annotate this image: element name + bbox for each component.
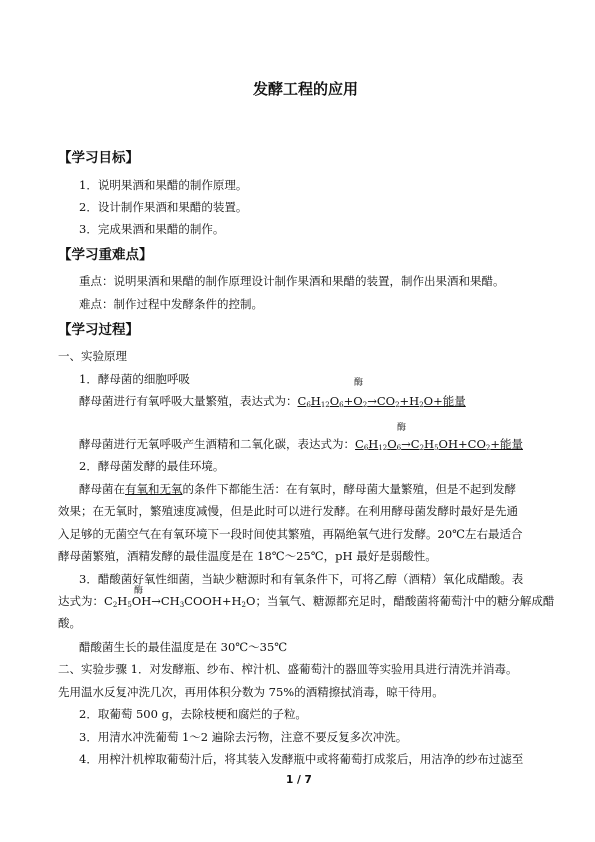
- page-title: 发酵工程的应用: [253, 80, 359, 98]
- focus-text: 重点：说明果酒和果醋的制作原理设计制作果酒和果醋的装置，制作出果酒和果醋。: [79, 274, 505, 288]
- key-heading: 【学习重难点】: [58, 247, 153, 263]
- enzyme-label: 酶: [354, 378, 364, 388]
- equation-acetic: $C_2H_5OH\to CH_3COOH+H_2O$: [104, 594, 256, 609]
- equation-aerobic: $C_6H_{12}O_6+O_2\to CO_2+H_2O+$能量: [297, 394, 466, 409]
- goal-item: 1．说明果酒和果醋的制作原理。: [79, 178, 248, 192]
- goals-heading: 【学习目标】: [58, 150, 139, 166]
- paragraph: 效果；在无氧时，繁殖速度减慢，但是此时可以进行发酵。在利用酵母菌发酵时最好是先通: [58, 504, 518, 518]
- paragraph-text: 酵母菌在: [79, 482, 125, 496]
- goal-item: 2．设计制作果酒和果醋的装置。: [79, 200, 248, 214]
- paragraph: 酸。: [58, 616, 81, 630]
- equation-anaerobic: $C_6H_{12}O_6\to C_2H_5OH+CO_2+$能量: [355, 437, 523, 452]
- enzyme-label: 酶: [134, 586, 144, 596]
- paragraph: [58, 593, 554, 609]
- goal-item: 3．完成果酒和果醋的制作。: [79, 222, 225, 236]
- section-principle: 一、实验原理: [58, 349, 127, 363]
- paragraph-text: 的条件下都能生活：在有氧时，酵母菌大量繁殖，但是不起到发酵: [182, 482, 516, 496]
- paragraph-text: ；当氧气、糖源都充足时，醋酸菌将葡萄汁中的糖分解成醋: [255, 594, 555, 608]
- paragraph-text: 酵母菌进行有氧呼吸大量繁殖，表达式为：: [79, 394, 298, 408]
- section-steps: 二、实验步骤 1．对发酵瓶、纱布、榨汁机、盛葡萄汁的器皿等实验用具进行清洗并消毒。: [58, 662, 518, 676]
- underlined-text: 有氧和无氧: [125, 482, 183, 496]
- paragraph: 醋酸菌生长的最佳温度是在 30℃～35℃: [79, 640, 288, 654]
- paragraph: [79, 481, 516, 497]
- paragraph: [79, 393, 466, 409]
- paragraph: 酵母菌繁殖，酒精发酵的最佳温度是在 18℃～25℃，pH 最好是弱酸性。: [58, 549, 437, 563]
- paragraph: 入足够的无菌空气在有氧环境下一段时间使其繁殖，再隔绝氧气进行发酵。20℃左右最适合: [58, 527, 523, 541]
- paragraph-text: 酵母菌进行无氧呼吸产生酒精和二氧化碳，表达式为：: [79, 437, 355, 451]
- page-number: 1 / 7: [286, 774, 312, 786]
- paragraph: 先用温水反复冲洗几次，再用体积分数为 75%的酒精擦拭消毒，晾干待用。: [58, 685, 444, 699]
- paragraph: 3．醋酸菌好氧性细菌，当缺少糖源时和有氧条件下，可将乙醇（酒精）氧化成醋酸。表: [79, 572, 524, 586]
- enzyme-label: 酶: [397, 423, 407, 433]
- paragraph: 2．取葡萄 500 g，去除枝梗和腐烂的子粒。: [79, 707, 307, 721]
- paragraph-text: 达式为：: [58, 594, 104, 608]
- paragraph: 4．用榨汁机榨取葡萄汁后，将其装入发酵瓶中或将葡萄打成浆后，用洁净的纱布过滤至: [79, 752, 524, 766]
- paragraph: 3．用清水冲洗葡萄 1～2 遍除去污物，注意不要反复多次冲洗。: [79, 730, 408, 744]
- paragraph: [79, 436, 523, 452]
- difficulty-text: 难点：制作过程中发酵条件的控制。: [79, 297, 263, 311]
- paragraph: 1．酵母菌的细胞呼吸: [79, 372, 190, 386]
- process-heading: 【学习过程】: [58, 322, 139, 338]
- paragraph: 2．酵母菌发酵的最佳环境。: [79, 459, 225, 473]
